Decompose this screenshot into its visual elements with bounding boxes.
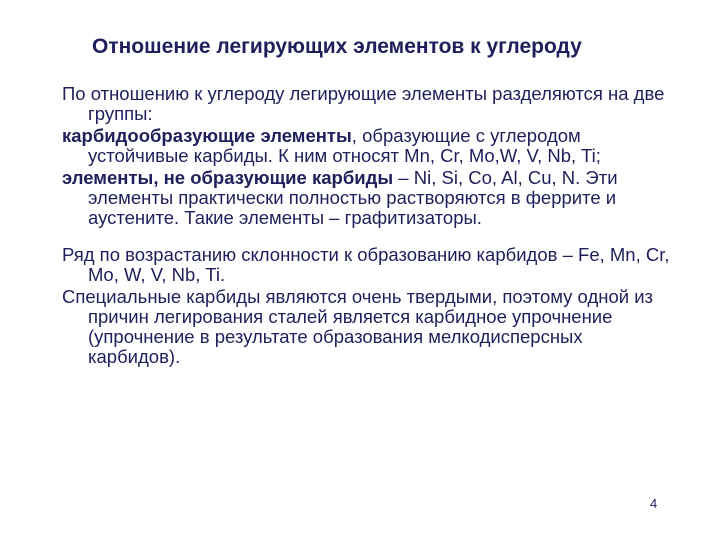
- paragraph-intro: По отношению к углероду легирующие элементы разделяются на две группы:: [62, 83, 665, 124]
- paragraph-carbide-series: Ряд по возрастанию склонности к образованию карбидов – Fe, Mn, Cr, Mo, W, V, Nb, Ti.: [62, 244, 670, 285]
- slide-title: Отношение легирующих элементов к углероду: [92, 35, 582, 58]
- text-carbide-forming: , образующие с углеродом устойчивые карбиды. К ним относят Mn, Cr, Mo,W, V, Nb, Ti;: [88, 125, 601, 166]
- paragraph-special-carbides: Специальные карбиды являются очень твердыми, поэтому одной из причин легирования сталей является карбидное упрочнение (упрочнение в результате образования мелкодисперсных карбидов).: [62, 286, 654, 367]
- term-carbide-forming: карбидообразующие элементы: [62, 125, 352, 146]
- slide-body: [62, 84, 672, 369]
- paragraph-carbide-forming: [62, 126, 672, 166]
- term-non-carbide-forming: элементы, не образующие карбиды: [62, 167, 394, 188]
- page-number: 4: [650, 496, 658, 511]
- paragraph-non-carbide-forming: [62, 168, 672, 228]
- text-non-carbide-forming: – Ni, Si, Co, Al, Cu, N. Эти элементы практически полностью растворяются в феррите и аустените. Такие элементы – графитизаторы.: [88, 167, 618, 228]
